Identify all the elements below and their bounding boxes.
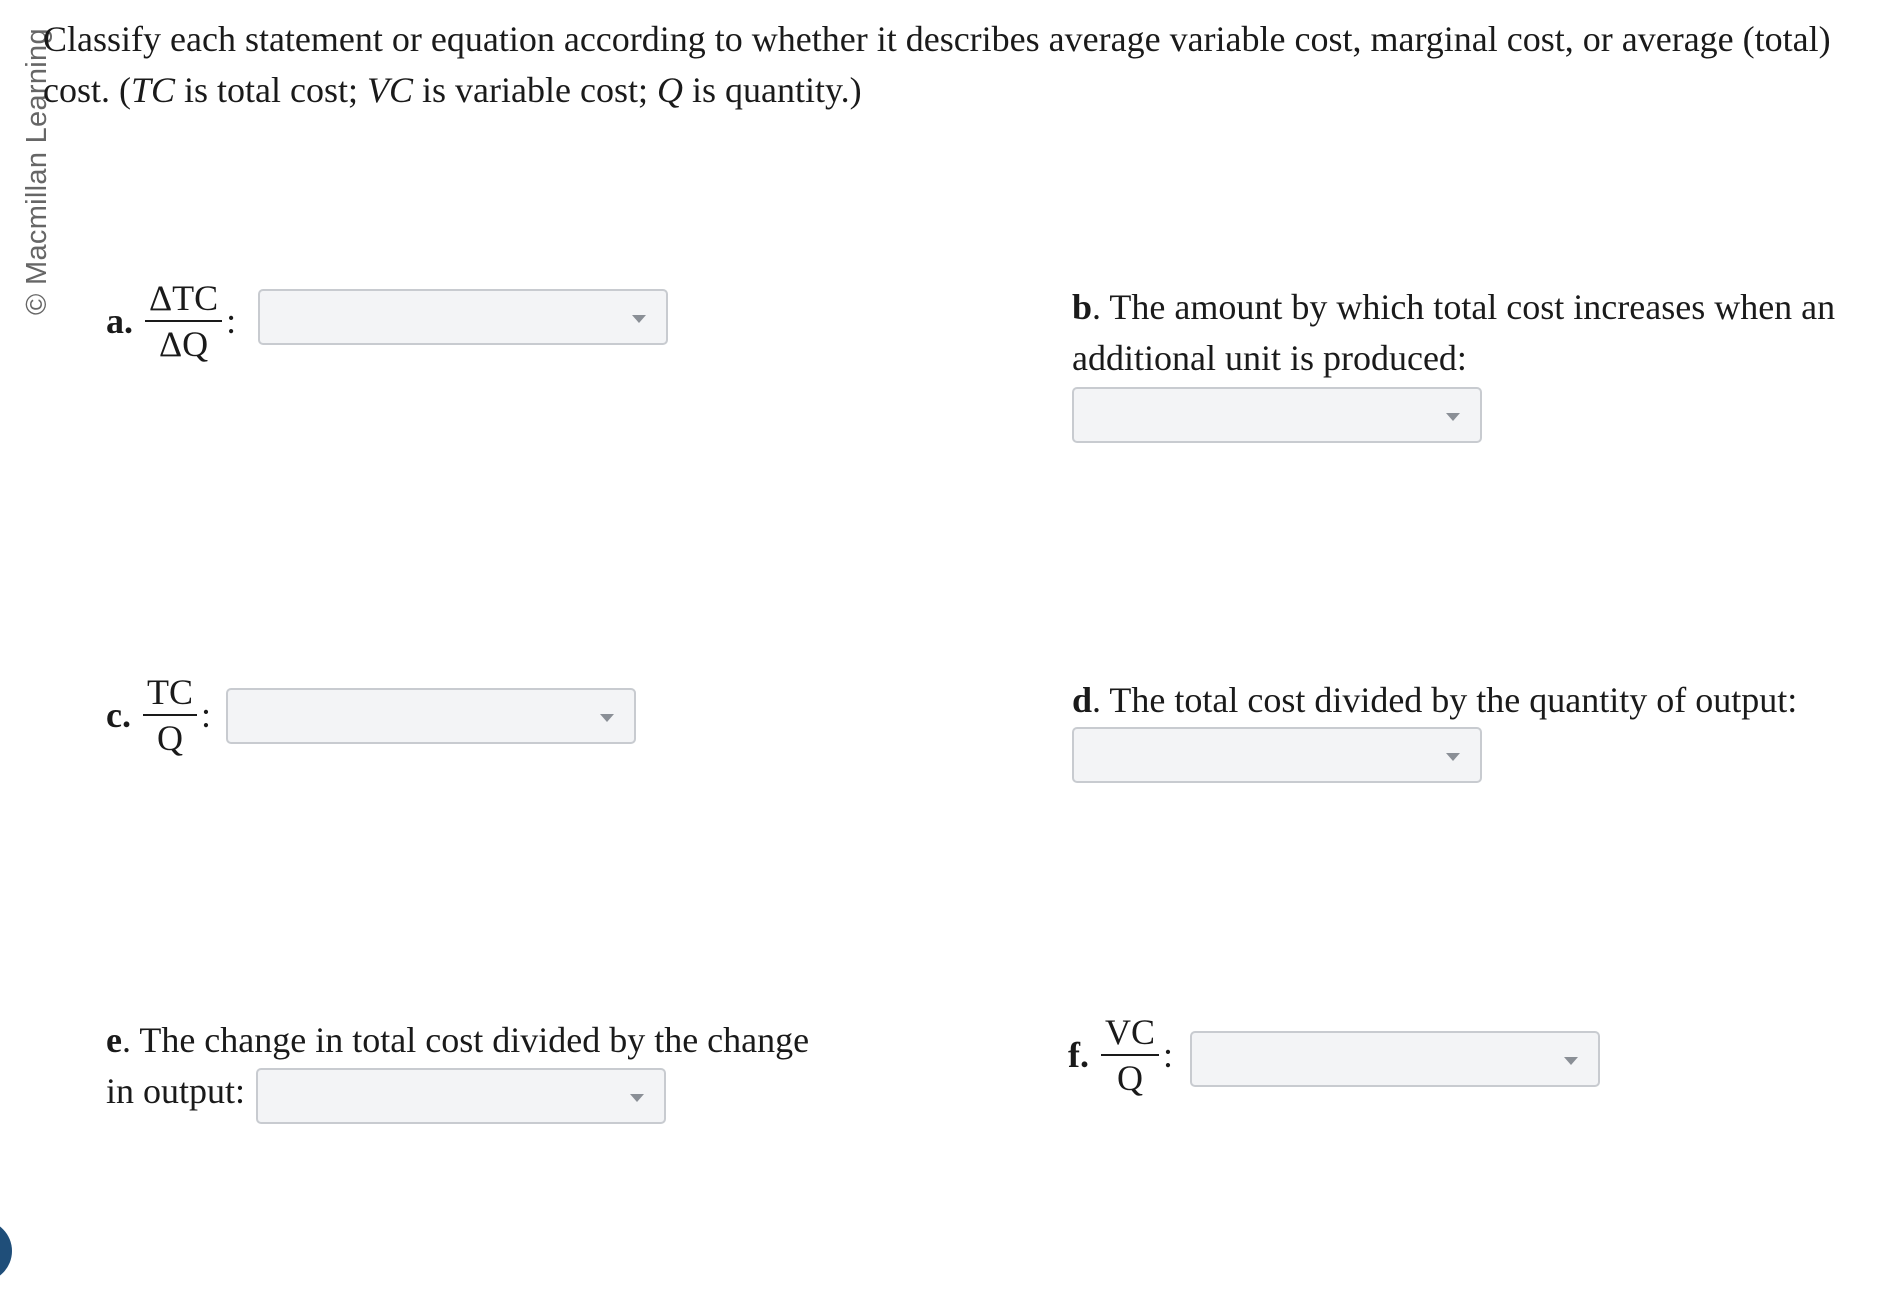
item-d [1072, 675, 1872, 726]
item-a-fraction [145, 278, 222, 364]
item-b-text: . The amount by which total cost increases when an additional unit is produced: [1072, 287, 1836, 378]
item-d-text: . The total cost divided by the quantity of output: [1092, 680, 1798, 720]
item-c-dropdown[interactable] [226, 688, 636, 744]
item-e-dropdown[interactable] [256, 1068, 666, 1124]
chevron-down-icon [630, 1094, 644, 1102]
item-a [106, 278, 240, 364]
chevron-down-icon [1446, 413, 1460, 421]
item-c-denominator: Q [156, 718, 183, 758]
item-e-letter: e [106, 1020, 122, 1060]
item-f-colon: : [1163, 1035, 1174, 1075]
item-a-colon: : [226, 301, 237, 341]
item-a-letter: a. [106, 301, 133, 341]
item-a-numerator: ΔTC [145, 278, 222, 322]
item-c-fraction [143, 672, 197, 758]
chevron-down-icon [1446, 753, 1460, 761]
item-f-dropdown[interactable] [1190, 1031, 1600, 1087]
item-a-denominator: ΔQ [159, 324, 209, 364]
item-e-text: . The change in total cost divided by the change in output: [106, 1020, 810, 1111]
copyright-watermark [0, 0, 53, 330]
item-a-dropdown[interactable] [258, 289, 668, 345]
item-d-dropdown[interactable] [1072, 727, 1482, 783]
item-c-numerator: TC [143, 672, 197, 716]
question-prompt: Classify each statement or equation according to whether it describes average variable cost, marginal cost, or average (total) cost. (TC is total cost; VC is variable cost; Q is quantity.) [43, 19, 1831, 110]
item-c-letter: c. [106, 695, 131, 735]
item-c-colon: : [201, 695, 212, 735]
item-f [1068, 1012, 1177, 1098]
chevron-down-icon [600, 714, 614, 722]
chevron-down-icon [632, 315, 646, 323]
item-f-fraction [1101, 1012, 1159, 1098]
chevron-down-icon [1564, 1057, 1578, 1065]
item-c [106, 672, 215, 758]
item-d-letter: d [1072, 680, 1093, 720]
item-f-denominator: Q [1117, 1058, 1143, 1098]
item-b-letter: b [1072, 287, 1093, 327]
watermark-text: © Macmillan Learning [21, 28, 53, 315]
item-b [1072, 282, 1862, 384]
item-f-numerator: VC [1101, 1012, 1159, 1056]
help-badge[interactable] [0, 1220, 12, 1282]
item-f-letter: f. [1068, 1035, 1089, 1075]
item-b-dropdown[interactable] [1072, 387, 1482, 443]
